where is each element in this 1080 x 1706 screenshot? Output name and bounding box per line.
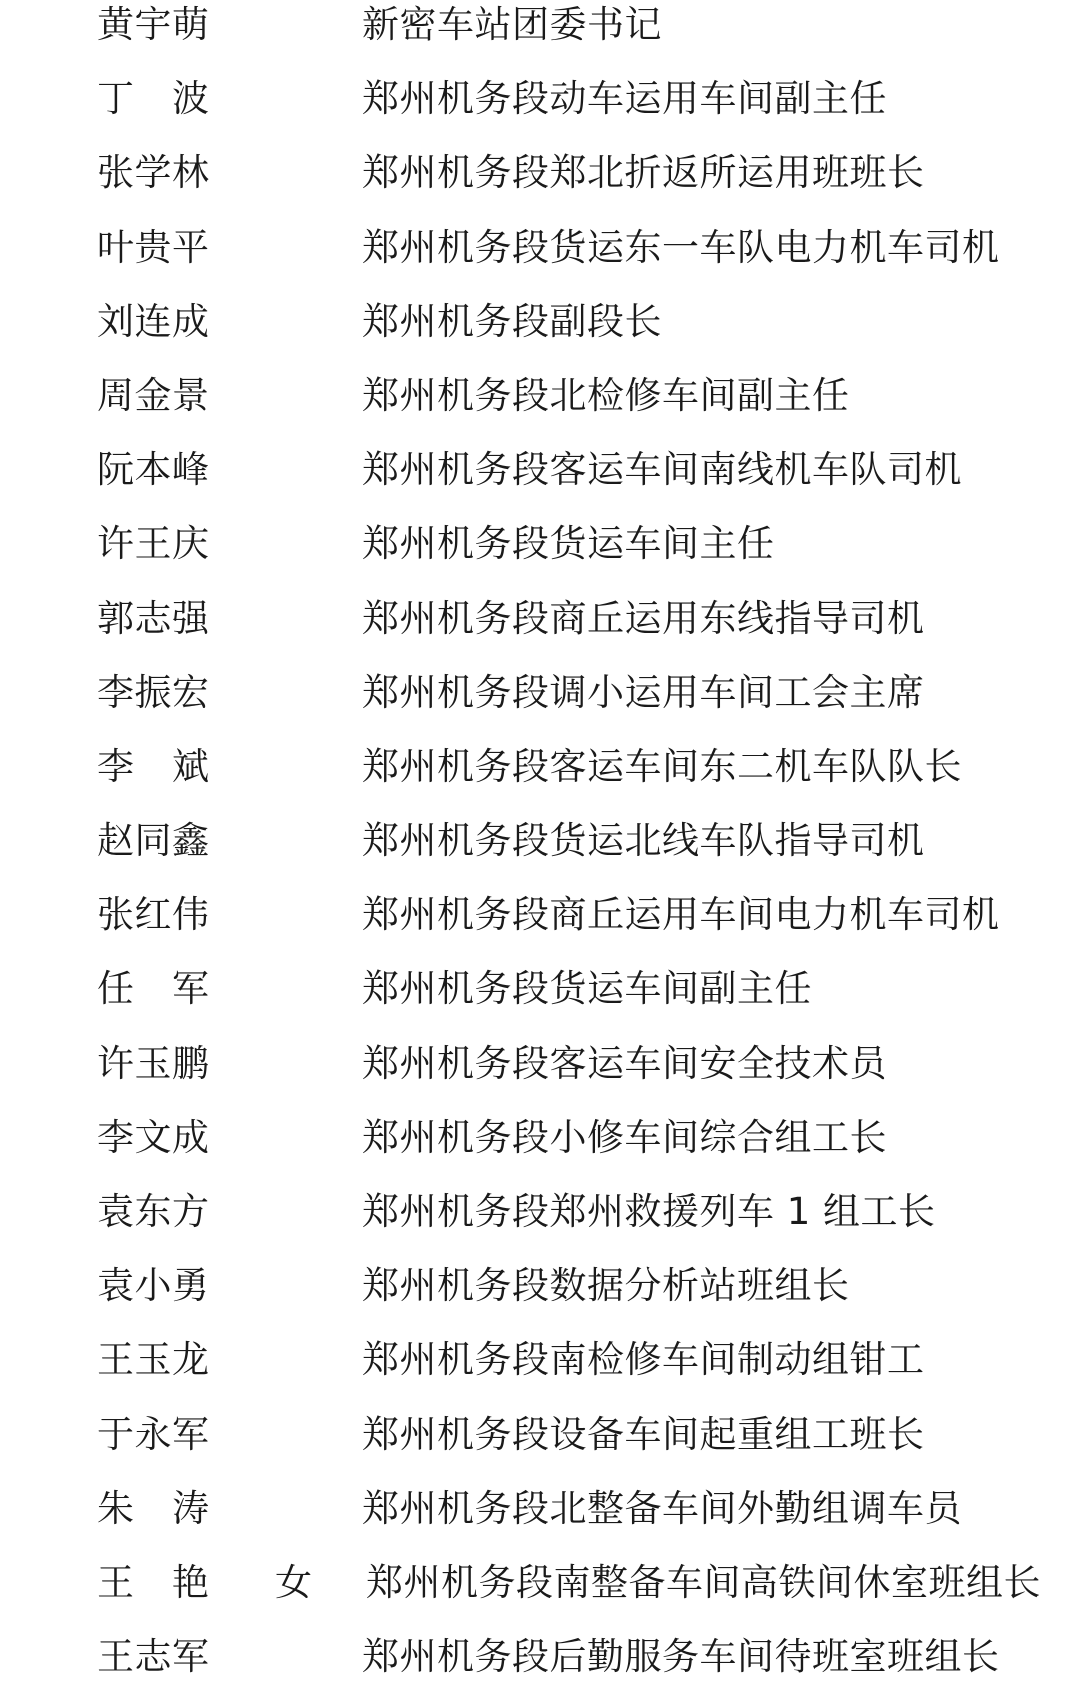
person-position: 郑州机务段郑州救援列车 1 组工长 xyxy=(362,1190,936,1233)
list-item xyxy=(0,1187,1080,1261)
list-item xyxy=(0,0,1080,74)
list-item xyxy=(0,1558,1080,1632)
person-name: 李文成 xyxy=(97,1115,209,1159)
person-position: 郑州机务段动车运用车间副主任 xyxy=(362,77,887,121)
person-name: 李振宏 xyxy=(97,670,209,714)
person-name: 赵同鑫 xyxy=(97,819,209,863)
person-position: 郑州机务段客运车间东二机车队队长 xyxy=(362,744,962,788)
list-item xyxy=(0,223,1080,297)
list-item xyxy=(0,297,1080,371)
list-item xyxy=(0,1335,1080,1409)
person-position: 郑州机务段货运北线车队指导司机 xyxy=(362,819,925,863)
person-name: 王玉龙 xyxy=(97,1338,209,1382)
list-item xyxy=(0,1261,1080,1335)
person-name: 袁东方 xyxy=(97,1190,209,1233)
person-name: 李斌 xyxy=(97,744,209,788)
list-item xyxy=(0,594,1080,668)
person-name: 朱涛 xyxy=(97,1486,209,1530)
person-name: 郭志强 xyxy=(97,596,209,640)
person-position: 郑州机务段副段长 xyxy=(362,299,662,343)
list-item xyxy=(0,371,1080,445)
person-name: 王志军 xyxy=(97,1635,209,1679)
person-position: 郑州机务段设备车间起重组工班长 xyxy=(362,1412,925,1456)
person-position: 郑州机务段南整备车间高铁间休室班组长 xyxy=(366,1560,1041,1604)
person-name: 许玉鹏 xyxy=(97,1041,209,1085)
person-position: 郑州机务段货运东一车队电力机车司机 xyxy=(362,225,1000,269)
person-position: 郑州机务段南检修车间制动组钳工 xyxy=(362,1338,925,1382)
person-name: 黄宇萌 xyxy=(97,3,209,46)
person-name: 张学林 xyxy=(97,151,209,195)
list-item xyxy=(0,1039,1080,1113)
list-item xyxy=(0,1484,1080,1558)
list-item xyxy=(0,964,1080,1038)
list-item xyxy=(0,445,1080,519)
list-item xyxy=(0,816,1080,890)
person-sex: 女 xyxy=(275,1560,312,1604)
list-item xyxy=(0,1113,1080,1187)
person-position: 郑州机务段小修车间综合组工长 xyxy=(362,1115,887,1159)
list-item xyxy=(0,148,1080,222)
person-position: 郑州机务段商丘运用东线指导司机 xyxy=(362,596,925,640)
person-position: 郑州机务段郑北折返所运用班班长 xyxy=(362,151,925,195)
person-name: 任军 xyxy=(97,967,209,1011)
list-item xyxy=(0,742,1080,816)
person-name: 王艳 xyxy=(97,1560,209,1604)
person-position: 郑州机务段货运车间主任 xyxy=(362,522,775,566)
list-item xyxy=(0,668,1080,742)
person-name: 周金景 xyxy=(97,373,209,417)
person-name: 于永军 xyxy=(97,1412,209,1456)
person-name: 阮本峰 xyxy=(97,448,209,492)
person-name: 丁波 xyxy=(97,77,209,121)
person-position: 郑州机务段北整备车间外勤组调车员 xyxy=(362,1486,962,1530)
person-name: 张红伟 xyxy=(97,893,209,937)
list-item xyxy=(0,890,1080,964)
person-position: 郑州机务段客运车间安全技术员 xyxy=(362,1041,887,1085)
person-position: 郑州机务段货运车间副主任 xyxy=(362,967,812,1011)
list-item xyxy=(0,74,1080,148)
person-name: 许王庆 xyxy=(97,522,209,566)
person-position: 郑州机务段客运车间南线机车队司机 xyxy=(362,448,962,492)
person-name: 叶贵平 xyxy=(97,225,209,269)
person-position: 郑州机务段商丘运用车间电力机车司机 xyxy=(362,893,1000,937)
list-item xyxy=(0,1410,1080,1484)
person-name: 刘连成 xyxy=(97,299,209,343)
person-position: 新密车站团委书记 xyxy=(362,3,662,46)
person-position: 郑州机务段调小运用车间工会主席 xyxy=(362,670,925,714)
list-item xyxy=(0,519,1080,593)
person-position: 郑州机务段后勤服务车间待班室班组长 xyxy=(362,1635,1000,1679)
person-position: 郑州机务段数据分析站班组长 xyxy=(362,1264,850,1308)
person-name: 袁小勇 xyxy=(97,1264,209,1308)
person-position: 郑州机务段北检修车间副主任 xyxy=(362,373,850,417)
list-item xyxy=(0,1632,1080,1706)
